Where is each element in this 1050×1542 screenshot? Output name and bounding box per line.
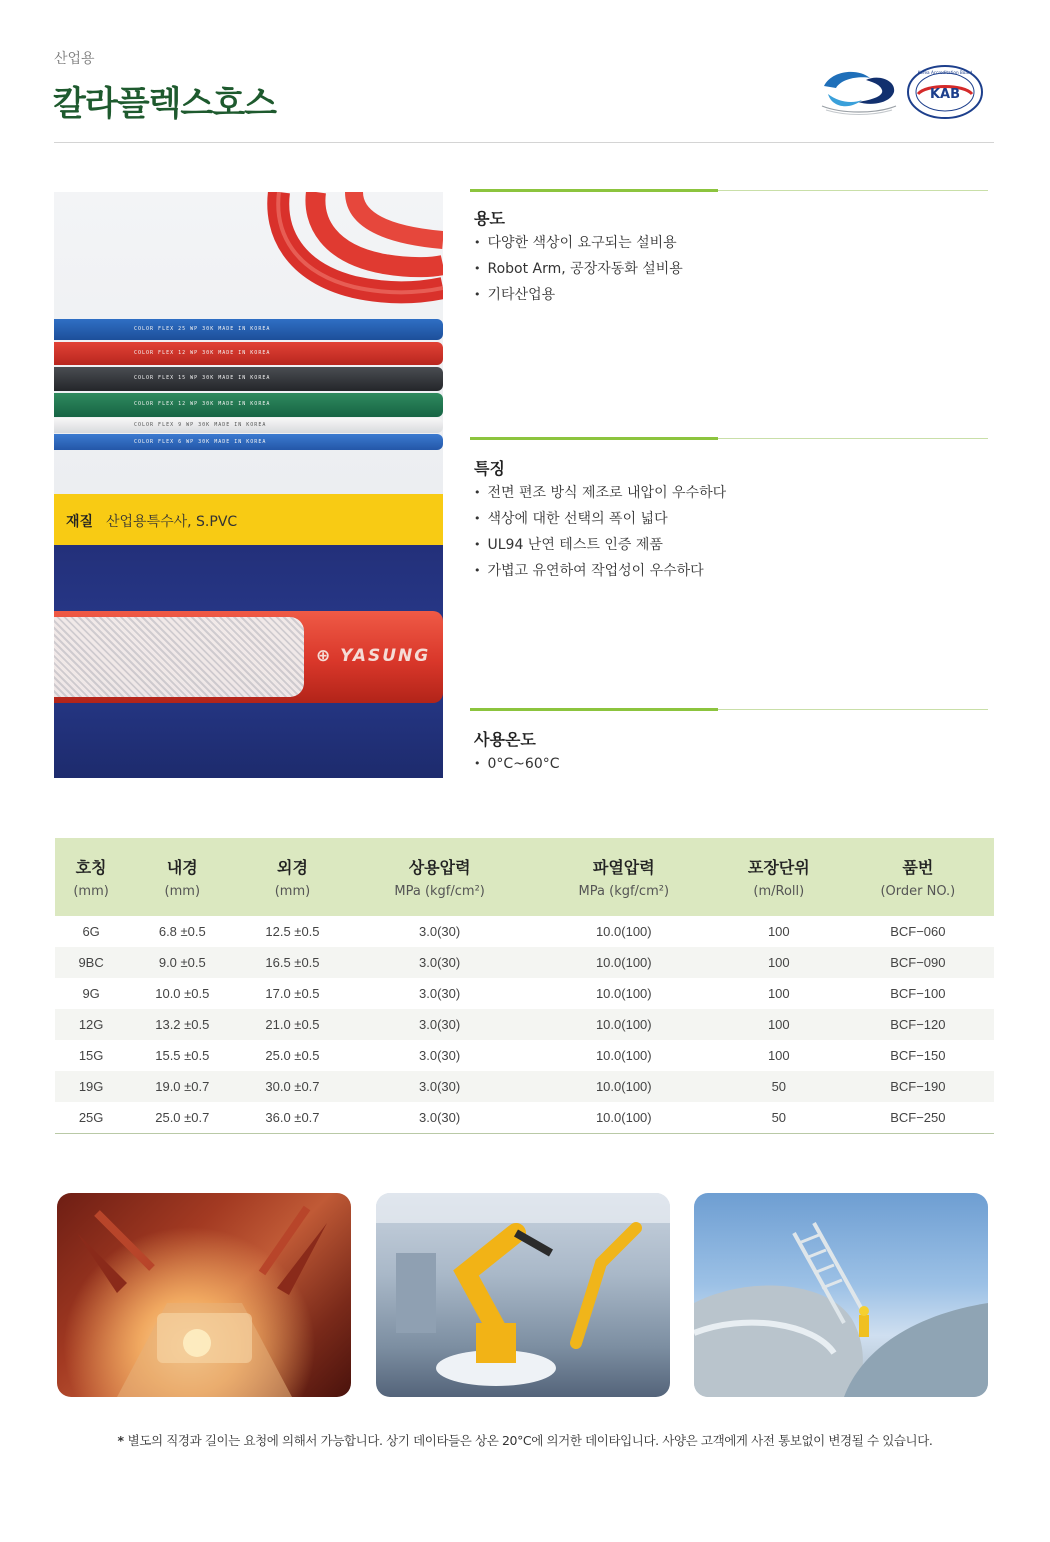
table-cell: BCF−120 bbox=[842, 1009, 994, 1040]
column-header bbox=[348, 838, 532, 916]
list-item: • 가볍고 유연하여 작업성이 우수하다 bbox=[474, 558, 726, 584]
table-cell: 10.0(100) bbox=[595, 1048, 652, 1063]
column-header-unit: (Order NO.) bbox=[880, 884, 956, 899]
table-cell: 10.0(100) bbox=[532, 1009, 716, 1040]
spec-table bbox=[55, 838, 994, 1134]
table-cell: 100 bbox=[767, 924, 790, 939]
tank-graphic bbox=[694, 1193, 988, 1397]
blue-small-hose bbox=[54, 434, 443, 450]
certification-mark-logo bbox=[818, 66, 900, 116]
table-row bbox=[55, 947, 994, 978]
table-cell: 6.8 ±0.5 bbox=[158, 924, 206, 939]
column-header-title: 외경 bbox=[276, 858, 308, 877]
yellow-industrial-robot-photo bbox=[376, 1193, 670, 1397]
table-cell: 50 bbox=[716, 1102, 842, 1134]
list-item: • UL94 난연 테스트 인증 제품 bbox=[474, 532, 726, 558]
material-band bbox=[54, 494, 443, 545]
column-header bbox=[55, 838, 127, 916]
welding-robot-line-photo bbox=[57, 1193, 351, 1397]
page-title: 칼라플렉스호스 bbox=[53, 84, 276, 124]
column-header bbox=[842, 838, 994, 916]
red-hose bbox=[54, 342, 443, 365]
list-item: • 0°C~60°C bbox=[474, 751, 560, 777]
table-cell: 25.0 ±0.5 bbox=[265, 1048, 320, 1063]
blue-hose bbox=[54, 319, 443, 340]
table-cell: 10.0(100) bbox=[532, 1071, 716, 1102]
yellow-robot-graphic bbox=[376, 1193, 670, 1397]
table-cell: 12.5 ±0.5 bbox=[265, 924, 320, 939]
list-item: • Robot Arm, 공장자동화 설비용 bbox=[474, 256, 683, 282]
table-cell: 9.0 ±0.5 bbox=[127, 947, 237, 978]
footnote bbox=[0, 1431, 1050, 1449]
hose-print: COLOR FLEX 25 WP 30K MADE IN KOREA bbox=[134, 326, 271, 332]
table-row bbox=[55, 916, 994, 947]
coiled-red-hose-graphic bbox=[54, 192, 443, 327]
kab-accreditation-logo bbox=[906, 64, 984, 120]
black-hose bbox=[54, 367, 443, 391]
brand-print bbox=[316, 646, 430, 666]
table-cell: 10.0 ±0.5 bbox=[155, 986, 210, 1001]
table-row bbox=[55, 1102, 994, 1134]
features-list bbox=[474, 480, 726, 584]
category-label: 산업용 bbox=[54, 51, 95, 67]
table-row bbox=[55, 1071, 994, 1102]
footnote-mark: * bbox=[117, 1433, 124, 1448]
table-cell: 30.0 ±0.7 bbox=[237, 1071, 347, 1102]
table-cell: BCF−250 bbox=[842, 1102, 994, 1134]
table-cell: 6G bbox=[82, 924, 100, 939]
table-cell: 100 bbox=[716, 1009, 842, 1040]
footnote-text: 별도의 직경과 길이는 요청에 의해서 가능합니다. 상기 데이타들은 상온 20°C에 의거한 데이타입니다. 사양은 고객에게 사전 통보없이 변경될 수 있습니다. bbox=[127, 1433, 933, 1448]
table-header-row bbox=[55, 838, 994, 916]
table-cell: 10.0(100) bbox=[532, 1102, 716, 1134]
table-cell: 19.0 ±0.7 bbox=[127, 1071, 237, 1102]
table-cell: 16.5 ±0.5 bbox=[237, 947, 347, 978]
table-cell: 25G bbox=[55, 1102, 127, 1134]
table-cell: 3.0(30) bbox=[348, 1102, 532, 1134]
material-value: 산업용특수사, S.PVC bbox=[106, 514, 238, 530]
section-title-temperature: 사용온도 bbox=[474, 730, 536, 749]
column-header-title: 파열압력 bbox=[592, 858, 655, 877]
table-cell: BCF−150 bbox=[890, 1048, 946, 1063]
header-divider bbox=[54, 142, 994, 143]
column-header-title: 내경 bbox=[166, 858, 198, 877]
hose-cross-section-photo bbox=[54, 545, 443, 778]
temperature-list bbox=[474, 751, 560, 777]
hose-print: COLOR FLEX 12 WP 30K MADE IN KOREA bbox=[134, 401, 271, 407]
table-cell: 3.0(30) bbox=[348, 1071, 532, 1102]
column-header-title: 포장단위 bbox=[747, 858, 810, 877]
table-cell: 21.0 ±0.5 bbox=[237, 1009, 347, 1040]
section-title-features: 특징 bbox=[474, 459, 505, 478]
table-cell: 17.0 ±0.5 bbox=[265, 986, 320, 1001]
table-cell: 10.0(100) bbox=[595, 986, 652, 1001]
table-cell: 3.0(30) bbox=[348, 947, 532, 978]
kab-logo-text: KAB bbox=[929, 87, 961, 102]
column-header bbox=[237, 838, 347, 916]
table-row bbox=[55, 1009, 994, 1040]
hose-product-photo bbox=[54, 192, 443, 494]
table-cell: 19G bbox=[55, 1071, 127, 1102]
list-item: • 전면 편조 방식 제조로 내압이 우수하다 bbox=[474, 480, 726, 506]
table-cell: 3.0(30) bbox=[419, 1048, 461, 1063]
section-divider bbox=[470, 189, 988, 192]
hose-print: COLOR FLEX 9 WP 30K MADE IN KOREA bbox=[134, 422, 267, 428]
column-header bbox=[532, 838, 716, 916]
table-cell: 100 bbox=[767, 1048, 790, 1063]
material-label: 재질 bbox=[66, 514, 94, 530]
table-cell: 9G bbox=[82, 986, 100, 1001]
section-title-usage: 용도 bbox=[474, 209, 505, 228]
table-cell: 13.2 ±0.5 bbox=[127, 1009, 237, 1040]
braid-reinforcement bbox=[54, 617, 304, 697]
list-item: • 기타산업용 bbox=[474, 282, 683, 308]
table-cell: 10.0(100) bbox=[532, 947, 716, 978]
list-item: • 색상에 대한 선택의 폭이 넓다 bbox=[474, 506, 726, 532]
brand-icon: ⊕ bbox=[316, 646, 333, 666]
column-header-unit: (mm) bbox=[274, 884, 311, 899]
table-cell: BCF−090 bbox=[842, 947, 994, 978]
column-header-unit: (mm) bbox=[73, 884, 109, 899]
table-cell: 50 bbox=[716, 1071, 842, 1102]
table-cell: BCF−060 bbox=[890, 924, 946, 939]
column-header-unit: (mm) bbox=[164, 884, 201, 899]
hose-print: COLOR FLEX 15 WP 30K MADE IN KOREA bbox=[134, 375, 271, 381]
table-cell: 15G bbox=[78, 1048, 104, 1063]
usage-list bbox=[474, 230, 683, 308]
table-cell: BCF−100 bbox=[890, 986, 946, 1001]
hose-print: COLOR FLEX 12 WP 30K MADE IN KOREA bbox=[134, 350, 271, 356]
column-header-title: 호칭 bbox=[75, 858, 107, 877]
list-item: • 다양한 색상이 요구되는 설비용 bbox=[474, 230, 683, 256]
column-header-unit: (m/Roll) bbox=[753, 884, 805, 899]
table-cell: 15.5 ±0.5 bbox=[155, 1048, 210, 1063]
table-cell: 3.0(30) bbox=[348, 1009, 532, 1040]
section-divider bbox=[470, 437, 988, 440]
column-header-title: 품번 bbox=[902, 858, 934, 877]
green-hose bbox=[54, 393, 443, 417]
table-row bbox=[55, 1040, 994, 1071]
table-row bbox=[55, 978, 994, 1009]
table-cell: 12G bbox=[55, 1009, 127, 1040]
table-cell: 3.0(30) bbox=[419, 924, 461, 939]
column-header-title: 상용압력 bbox=[408, 858, 471, 877]
column-header-unit: MPa (kgf/cm²) bbox=[394, 884, 485, 899]
column-header bbox=[716, 838, 842, 916]
table-cell: BCF−190 bbox=[842, 1071, 994, 1102]
kab-logo-ring-text: Korea Accreditation Board bbox=[917, 70, 973, 75]
table-cell: 100 bbox=[767, 986, 790, 1001]
hose-print: COLOR FLEX 6 WP 30K MADE IN KOREA bbox=[134, 439, 267, 445]
white-hose bbox=[54, 418, 443, 433]
column-header bbox=[127, 838, 237, 916]
brand-text: YASUNG bbox=[340, 646, 431, 666]
table-cell: 36.0 ±0.7 bbox=[237, 1102, 347, 1134]
table-cell: 9BC bbox=[55, 947, 127, 978]
tank-worker-photo bbox=[694, 1193, 988, 1397]
table-cell: 100 bbox=[716, 947, 842, 978]
table-cell: 10.0(100) bbox=[595, 924, 652, 939]
table-cell: 3.0(30) bbox=[419, 986, 461, 1001]
column-header-unit: MPa (kgf/cm²) bbox=[578, 884, 670, 899]
section-divider bbox=[470, 708, 988, 711]
table-cell: 25.0 ±0.7 bbox=[127, 1102, 237, 1134]
welding-line-graphic bbox=[57, 1193, 351, 1397]
